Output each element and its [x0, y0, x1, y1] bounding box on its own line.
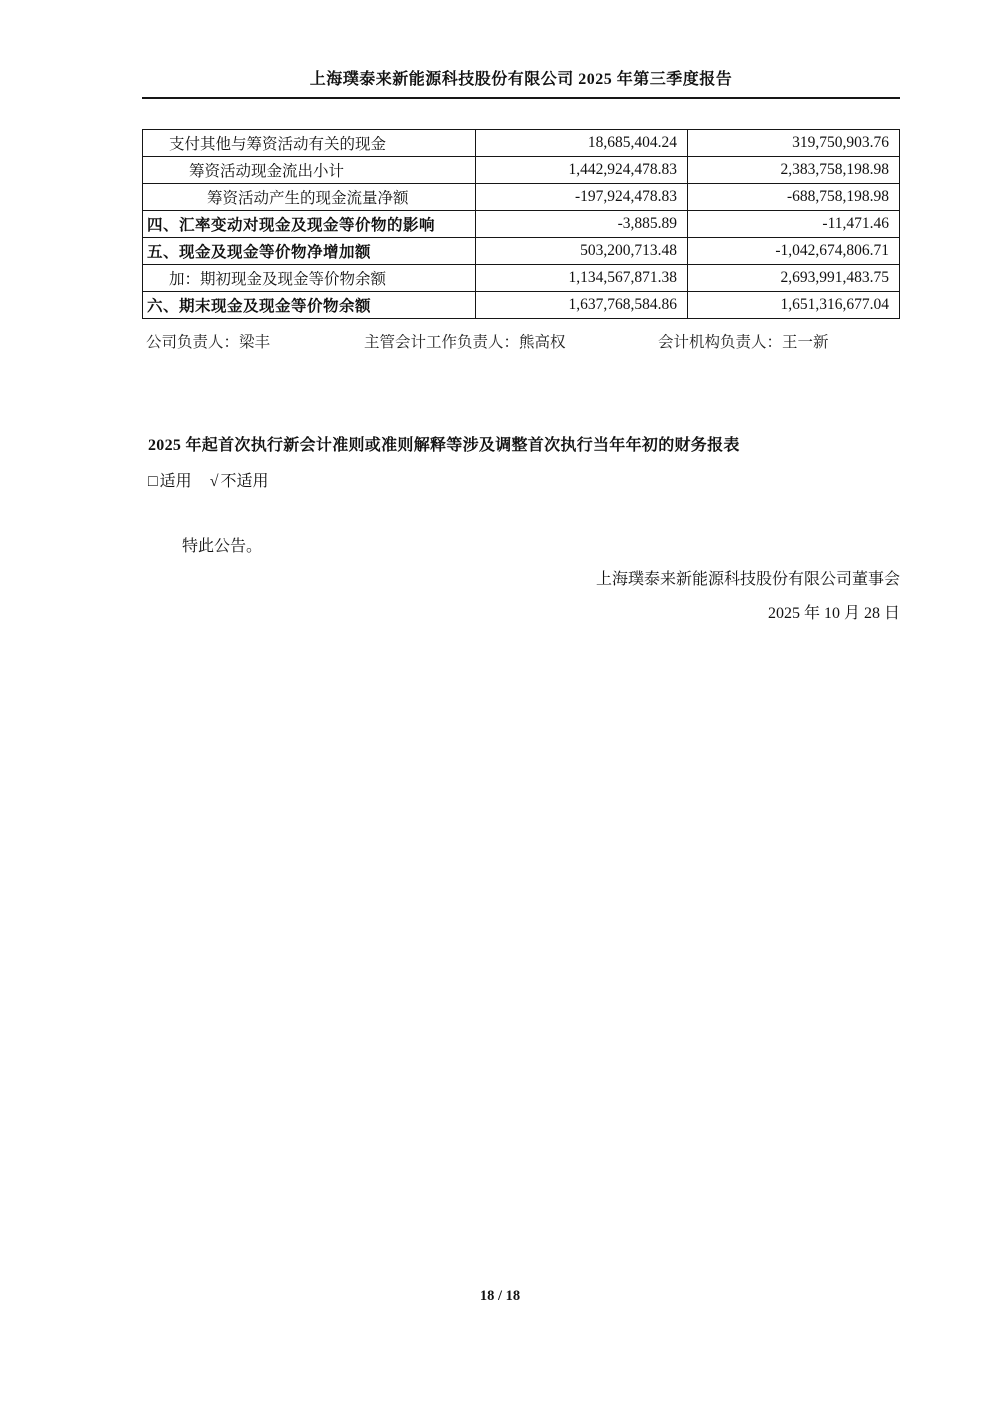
page-content — [142, 0, 900, 623]
section-heading: 2025 年起首次执行新会计准则或准则解释等涉及调整首次执行当年年初的财务报表 — [148, 437, 740, 454]
option-not-applicable — [210, 473, 269, 490]
report-title: 上海璞泰来新能源科技股份有限公司 2025 年第三季度报告 — [309, 71, 733, 88]
page-number: 18 / 18 — [479, 1288, 521, 1304]
row-label: 四、汇率变动对现金及现金等价物的影响 — [143, 211, 476, 238]
company-head-signature: 公司负责人：梁丰 — [146, 334, 271, 351]
accounting-supervisor-signature: 主管会计工作负责人：熊高权 — [364, 334, 566, 351]
option-not-applicable-label: 不适用 — [220, 473, 269, 490]
amount-prior: -11,471.46 — [688, 211, 900, 238]
amount-prior: -1,042,674,806.71 — [688, 238, 900, 265]
table-row — [143, 292, 900, 319]
cash-flow-table — [142, 129, 900, 319]
amount-current: 503,200,713.48 — [476, 238, 688, 265]
amount-current: -3,885.89 — [476, 211, 688, 238]
table-row — [143, 184, 900, 211]
amount-current: 18,685,404.24 — [476, 130, 688, 157]
board-signature: 上海璞泰来新能源科技股份有限公司董事会 — [595, 571, 900, 588]
check-mark-icon: √ — [209, 473, 219, 490]
table-row — [143, 157, 900, 184]
amount-current: 1,637,768,584.86 — [476, 292, 688, 319]
amount-current: 1,134,567,871.38 — [476, 265, 688, 292]
signature-date: 2025 年 10 月 28 日 — [767, 605, 900, 622]
amount-prior: 319,750,903.76 — [688, 130, 900, 157]
amount-current: 1,442,924,478.83 — [476, 157, 688, 184]
option-applicable-label: 适用 — [159, 473, 192, 490]
amount-prior: -688,758,198.98 — [688, 184, 900, 211]
amount-prior: 1,651,316,677.04 — [688, 292, 900, 319]
row-label: 筹资活动产生的现金流量净额 — [143, 184, 476, 211]
table-row — [143, 265, 900, 292]
accounting-agency-head-signature: 会计机构负责人：王一新 — [658, 334, 829, 351]
signatories-row — [142, 330, 900, 352]
table-row — [143, 130, 900, 157]
checkbox-empty-icon: □ — [148, 473, 158, 490]
row-label: 五、现金及现金等价物净增加额 — [143, 238, 476, 265]
row-label: 六、期末现金及现金等价物余额 — [143, 292, 476, 319]
table-row — [143, 238, 900, 265]
announcement-text: 特此公告。 — [182, 538, 263, 555]
row-label: 筹资活动现金流出小计 — [143, 157, 476, 184]
report-header — [142, 0, 900, 99]
option-applicable — [148, 473, 192, 490]
row-label: 支付其他与筹资活动有关的现金 — [143, 130, 476, 157]
amount-prior: 2,693,991,483.75 — [688, 265, 900, 292]
amount-prior: 2,383,758,198.98 — [688, 157, 900, 184]
amount-current: -197,924,478.83 — [476, 184, 688, 211]
row-label: 加：期初现金及现金等价物余额 — [143, 265, 476, 292]
applicability-line — [142, 468, 900, 491]
table-row — [143, 211, 900, 238]
